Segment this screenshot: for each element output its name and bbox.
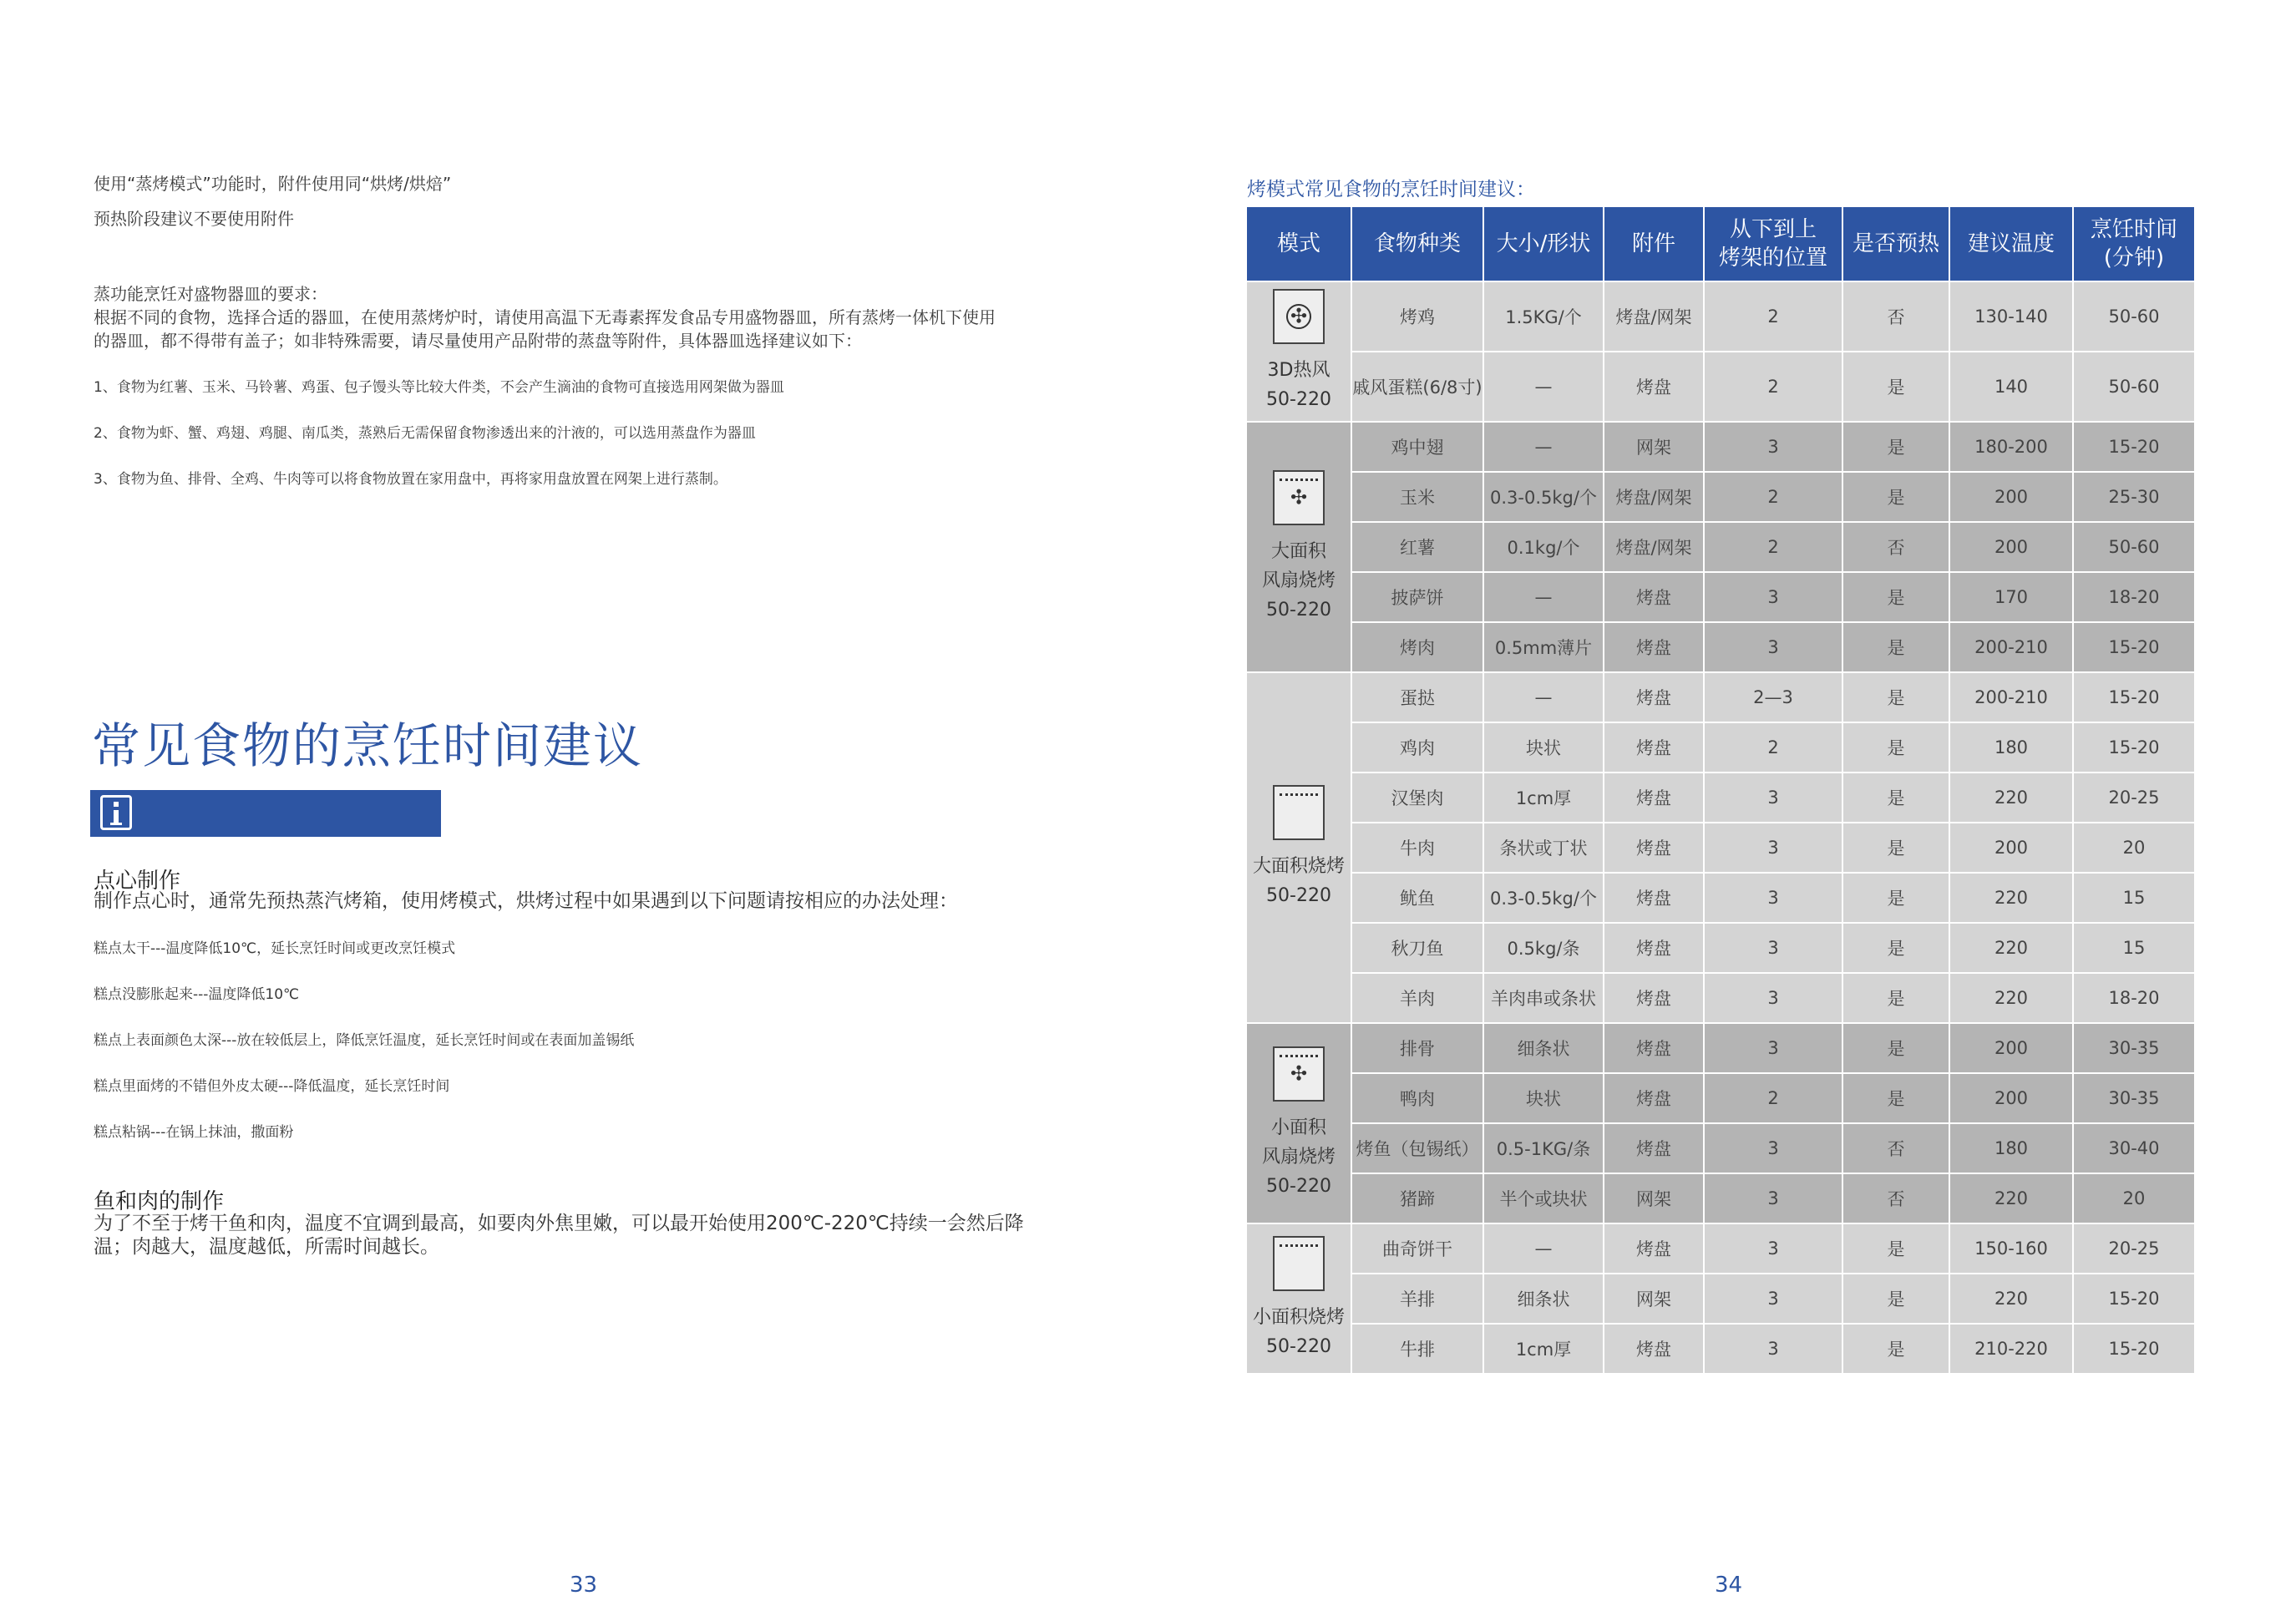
cell-temp: 200 [1950, 1024, 2072, 1072]
cell-food: 牛排 [1352, 1325, 1483, 1373]
pastry-tip-2: 糕点没膨胀起来---温度降低10℃ [94, 986, 300, 1003]
cell-time: 30-35 [2074, 1024, 2194, 1072]
header-accessory: 附件 [1604, 207, 1703, 281]
cell-accessory: 烤盘 [1604, 924, 1703, 972]
cell-food: 蛋挞 [1352, 673, 1483, 722]
cell-size: — [1484, 573, 1603, 621]
vessel-item-2: 2、食物为虾、蟹、鸡翅、鸡腿、南瓜类，蒸熟后无需保留食物渗透出来的汁液的，可以选用蒸盘作为器皿 [94, 425, 756, 442]
cell-position: 3 [1705, 1024, 1842, 1072]
vessel-item-3: 3、食物为鱼、排骨、全鸡、牛肉等可以将食物放置在家用盘中，再将家用盘放置在网架上进行蒸制。 [94, 471, 727, 488]
cell-time: 15 [2074, 924, 2194, 972]
main-heading: 常见食物的烹饪时间建议 [92, 717, 644, 774]
cell-position: 2 [1705, 473, 1842, 521]
header-position [1705, 207, 1842, 281]
cell-preheat: 是 [1843, 573, 1949, 621]
cell-size: 羊肉串或条状 [1484, 974, 1603, 1022]
cell-time: 20-25 [2074, 773, 2194, 822]
cell-position: 3 [1705, 1224, 1842, 1273]
meat-title: 鱼和肉的制作 [94, 1189, 225, 1214]
cell-time: 30-40 [2074, 1124, 2194, 1173]
cell-time: 18-20 [2074, 573, 2194, 621]
cell-time: 15-20 [2074, 423, 2194, 471]
cell-position: 3 [1705, 1325, 1842, 1373]
cell-accessory: 烤盘 [1604, 723, 1703, 772]
cell-preheat: 否 [1843, 1124, 1949, 1173]
cell-food: 烤肉 [1352, 623, 1483, 671]
large-grill-fan-icon: ✣ [1273, 470, 1325, 525]
mode-cell [1247, 423, 1351, 671]
cell-food: 羊肉 [1352, 974, 1483, 1022]
cell-accessory: 烤盘 [1604, 573, 1703, 621]
vessel-line-2: 的器皿，都不得带有盖子；如非特殊需要，请尽量使用产品附带的蒸盘等附件，具体器皿选择建议如下： [94, 331, 862, 351]
cell-time: 50-60 [2074, 523, 2194, 571]
info-bar [90, 790, 441, 837]
header-preheat: 是否预热 [1843, 207, 1949, 281]
cell-food: 戚风蛋糕(6/8寸) [1352, 352, 1483, 421]
cell-position: 3 [1705, 573, 1842, 621]
cell-position: 2 [1705, 352, 1842, 421]
mode-label-line: 小面积 [1270, 1117, 1326, 1138]
cell-preheat: 是 [1843, 423, 1949, 471]
cell-size: 细条状 [1484, 1274, 1603, 1323]
cell-temp: 220 [1950, 974, 2072, 1022]
cell-accessory: 烤盘 [1604, 673, 1703, 722]
cell-position: 2 [1705, 523, 1842, 571]
cell-position: 2—3 [1705, 673, 1842, 722]
cell-position: 3 [1705, 773, 1842, 822]
header-time-line-1: 烹饪时间 [2090, 217, 2177, 242]
small-grill-icon [1273, 1236, 1325, 1291]
cell-temp: 200 [1950, 523, 2072, 571]
pastry-tip-4: 糕点里面烤的不错但外皮太硬---降低温度，延长烹饪时间 [94, 1078, 450, 1095]
cell-position: 3 [1705, 874, 1842, 922]
mode-label-line: 大面积烧烤 [1252, 856, 1345, 877]
cell-preheat: 是 [1843, 1224, 1949, 1273]
cell-preheat: 是 [1843, 974, 1949, 1022]
3d-fan-icon: ✣ [1273, 289, 1325, 344]
cell-food: 鱿鱼 [1352, 874, 1483, 922]
cell-time: 25-30 [2074, 473, 2194, 521]
pastry-tip-5: 糕点粘锅---在锅上抹油，撒面粉 [94, 1124, 294, 1141]
mode-cell [1247, 1024, 1351, 1223]
cell-preheat: 否 [1843, 523, 1949, 571]
cell-food: 烤鸡 [1352, 282, 1483, 351]
pastry-title: 点心制作 [94, 869, 181, 894]
cell-temp: 200-210 [1950, 673, 2072, 722]
cell-size: 0.5kg/条 [1484, 924, 1603, 972]
cell-time: 15-20 [2074, 1325, 2194, 1373]
cell-size: 1cm厚 [1484, 1325, 1603, 1373]
cell-food: 排骨 [1352, 1024, 1483, 1072]
cell-food: 玉米 [1352, 473, 1483, 521]
cell-time: 50-60 [2074, 352, 2194, 421]
cell-preheat: 是 [1843, 1274, 1949, 1323]
cell-time: 15-20 [2074, 673, 2194, 722]
meat-line-2: 温；肉越大，温度越低，所需时间越长。 [94, 1236, 439, 1258]
cell-size: 块状 [1484, 723, 1603, 772]
cell-preheat: 是 [1843, 823, 1949, 872]
cell-accessory: 烤盘 [1604, 1124, 1703, 1173]
cell-preheat: 是 [1843, 874, 1949, 922]
mode-label-line: 3D热风 [1267, 360, 1330, 381]
meat-line-1: 为了不至于烤干鱼和肉，温度不宜调到最高，如要肉外焦里嫩，可以最开始使用200℃-220℃持续一会然后降 [94, 1213, 1024, 1234]
cell-size: 细条状 [1484, 1024, 1603, 1072]
cell-food: 牛肉 [1352, 823, 1483, 872]
cell-size: 0.5mm薄片 [1484, 623, 1603, 671]
cell-position: 3 [1705, 423, 1842, 471]
mode-label-line: 50-220 [1266, 389, 1331, 410]
cell-food: 红薯 [1352, 523, 1483, 571]
cell-position: 3 [1705, 1174, 1842, 1223]
pastry-tip-3: 糕点上表面颜色太深---放在较低层上，降低烹饪温度，延长烹饪时间或在表面加盖锡纸 [94, 1032, 635, 1049]
mode-label-line: 50-220 [1266, 885, 1331, 906]
mode-label-line: 风扇烧烤 [1261, 570, 1336, 591]
cell-temp: 220 [1950, 773, 2072, 822]
cell-temp: 180-200 [1950, 423, 2072, 471]
cell-accessory: 烤盘 [1604, 623, 1703, 671]
cell-accessory: 网架 [1604, 423, 1703, 471]
cell-accessory: 烤盘 [1604, 1325, 1703, 1373]
cell-size: — [1484, 352, 1603, 421]
table-title: 烤模式常见食物的烹饪时间建议： [1247, 179, 1535, 200]
page-number-right: 34 [1715, 1573, 1743, 1598]
cell-food: 烤鱼（包锡纸） [1352, 1124, 1483, 1173]
cell-accessory: 烤盘/网架 [1604, 282, 1703, 351]
mode-cell [1247, 673, 1351, 1022]
mode-cell [1247, 1224, 1351, 1373]
cell-position: 3 [1705, 1274, 1842, 1323]
cell-time: 15-20 [2074, 723, 2194, 772]
mode-cell [1247, 282, 1351, 421]
large-grill-icon [1273, 785, 1325, 840]
cell-accessory: 烤盘 [1604, 974, 1703, 1022]
cell-accessory: 烤盘/网架 [1604, 473, 1703, 521]
cell-food: 羊排 [1352, 1274, 1483, 1323]
cell-temp: 180 [1950, 1124, 2072, 1173]
cell-accessory: 烤盘 [1604, 874, 1703, 922]
cell-accessory: 网架 [1604, 1274, 1703, 1323]
cell-time: 30-35 [2074, 1074, 2194, 1122]
cell-size: 块状 [1484, 1074, 1603, 1122]
cell-temp: 200 [1950, 823, 2072, 872]
cell-food: 披萨饼 [1352, 573, 1483, 621]
cell-accessory: 烤盘 [1604, 773, 1703, 822]
cell-food: 鸭肉 [1352, 1074, 1483, 1122]
cell-time: 15-20 [2074, 623, 2194, 671]
cell-preheat: 是 [1843, 473, 1949, 521]
cell-temp: 220 [1950, 874, 2072, 922]
mode-label-line: 小面积烧烤 [1252, 1307, 1345, 1328]
cell-accessory: 烤盘 [1604, 1024, 1703, 1072]
cell-time: 20-25 [2074, 1224, 2194, 1273]
cell-time: 15-20 [2074, 1274, 2194, 1323]
mode-label-line: 50-220 [1266, 1175, 1331, 1197]
cell-preheat: 是 [1843, 673, 1949, 722]
cell-time: 20 [2074, 823, 2194, 872]
cell-size: 条状或丁状 [1484, 823, 1603, 872]
header-time-line-2: (分钟) [2103, 246, 2165, 271]
cell-accessory: 网架 [1604, 1174, 1703, 1223]
pastry-intro: 制作点心时，通常先预热蒸汽烤箱，使用烤模式，烘烤过程中如果遇到以下问题请按相应的办法处理： [94, 890, 958, 912]
cell-accessory: 烤盘 [1604, 352, 1703, 421]
cell-preheat: 否 [1843, 282, 1949, 351]
cell-preheat: 是 [1843, 1024, 1949, 1072]
cell-time: 15 [2074, 874, 2194, 922]
cell-position: 3 [1705, 974, 1842, 1022]
pastry-tip-1: 糕点太干---温度降低10℃，延长烹饪时间或更改烹饪模式 [94, 940, 456, 957]
cell-position: 3 [1705, 823, 1842, 872]
cell-size: 半个或块状 [1484, 1174, 1603, 1223]
cell-size: — [1484, 673, 1603, 722]
page-number-left: 33 [570, 1573, 598, 1598]
cell-size: 0.3-0.5kg/个 [1484, 473, 1603, 521]
cell-position: 2 [1705, 1074, 1842, 1122]
intro-line-2: 预热阶段建议不要使用附件 [94, 209, 294, 229]
cell-temp: 130-140 [1950, 282, 2072, 351]
vessel-title: 蒸功能烹饪对盛物器皿的要求： [94, 284, 327, 304]
header-size: 大小/形状 [1484, 207, 1603, 281]
cell-size: 1cm厚 [1484, 773, 1603, 822]
cell-preheat: 是 [1843, 773, 1949, 822]
vessel-item-1: 1、食物为红薯、玉米、马铃薯、鸡蛋、包子馒头等比较大件类，不会产生滴油的食物可直接选用网架做为器皿 [94, 379, 784, 396]
cell-size: — [1484, 423, 1603, 471]
vessel-line-1: 根据不同的食物，选择合适的器皿，在使用蒸烤炉时，请使用高温下无毒素挥发食品专用盛物器皿，所有蒸烤一体机下使用 [94, 307, 996, 327]
cell-size: 0.5-1KG/条 [1484, 1124, 1603, 1173]
cell-food: 汉堡肉 [1352, 773, 1483, 822]
cooking-time-table [1247, 207, 2212, 1360]
mode-label-line: 大面积 [1270, 540, 1326, 562]
cell-size: 0.1kg/个 [1484, 523, 1603, 571]
cell-preheat: 是 [1843, 924, 1949, 972]
cell-position: 2 [1705, 282, 1842, 351]
cell-time: 18-20 [2074, 974, 2194, 1022]
cell-temp: 170 [1950, 573, 2072, 621]
cell-time: 20 [2074, 1174, 2194, 1223]
cell-food: 曲奇饼干 [1352, 1224, 1483, 1273]
cell-food: 鸡肉 [1352, 723, 1483, 772]
cell-food: 鸡中翅 [1352, 423, 1483, 471]
cell-position: 3 [1705, 623, 1842, 671]
cell-food: 秋刀鱼 [1352, 924, 1483, 972]
header-time [2074, 207, 2194, 281]
cell-preheat: 是 [1843, 1074, 1949, 1122]
cell-accessory: 烤盘 [1604, 823, 1703, 872]
header-position-line-2: 烤架的位置 [1718, 246, 1827, 271]
header-mode: 模式 [1247, 207, 1351, 281]
header-temp: 建议温度 [1950, 207, 2072, 281]
cell-preheat: 是 [1843, 352, 1949, 421]
mode-label-line: 风扇烧烤 [1261, 1146, 1336, 1168]
cell-temp: 180 [1950, 723, 2072, 772]
header-food: 食物种类 [1352, 207, 1483, 281]
cell-accessory: 烤盘/网架 [1604, 523, 1703, 571]
cell-preheat: 是 [1843, 723, 1949, 772]
cell-temp: 220 [1950, 1274, 2072, 1323]
cell-size: 1.5KG/个 [1484, 282, 1603, 351]
cell-temp: 210-220 [1950, 1325, 2072, 1373]
cell-temp: 220 [1950, 1174, 2072, 1223]
info-icon [100, 795, 132, 830]
cell-size: 0.3-0.5kg/个 [1484, 874, 1603, 922]
cell-preheat: 是 [1843, 623, 1949, 671]
cell-size: — [1484, 1224, 1603, 1273]
cell-preheat: 否 [1843, 1174, 1949, 1223]
cell-temp: 200 [1950, 1074, 2072, 1122]
cell-position: 3 [1705, 924, 1842, 972]
cell-temp: 200-210 [1950, 623, 2072, 671]
intro-line-1: 使用“蒸烤模式”功能时，附件使用同“烘烤/烘焙” [94, 174, 452, 194]
cell-temp: 200 [1950, 473, 2072, 521]
header-position-line-1: 从下到上 [1729, 217, 1817, 242]
mode-label-line: 50-220 [1266, 1336, 1331, 1357]
mode-label-line: 50-220 [1266, 599, 1331, 621]
small-grill-fan-icon: ✣ [1273, 1046, 1325, 1102]
cell-food: 猪蹄 [1352, 1174, 1483, 1223]
cell-time: 50-60 [2074, 282, 2194, 351]
cell-temp: 150-160 [1950, 1224, 2072, 1273]
cell-temp: 220 [1950, 924, 2072, 972]
cell-accessory: 烤盘 [1604, 1224, 1703, 1273]
cell-position: 2 [1705, 723, 1842, 772]
cell-temp: 140 [1950, 352, 2072, 421]
cell-accessory: 烤盘 [1604, 1074, 1703, 1122]
cell-preheat: 是 [1843, 1325, 1949, 1373]
cell-position: 3 [1705, 1124, 1842, 1173]
